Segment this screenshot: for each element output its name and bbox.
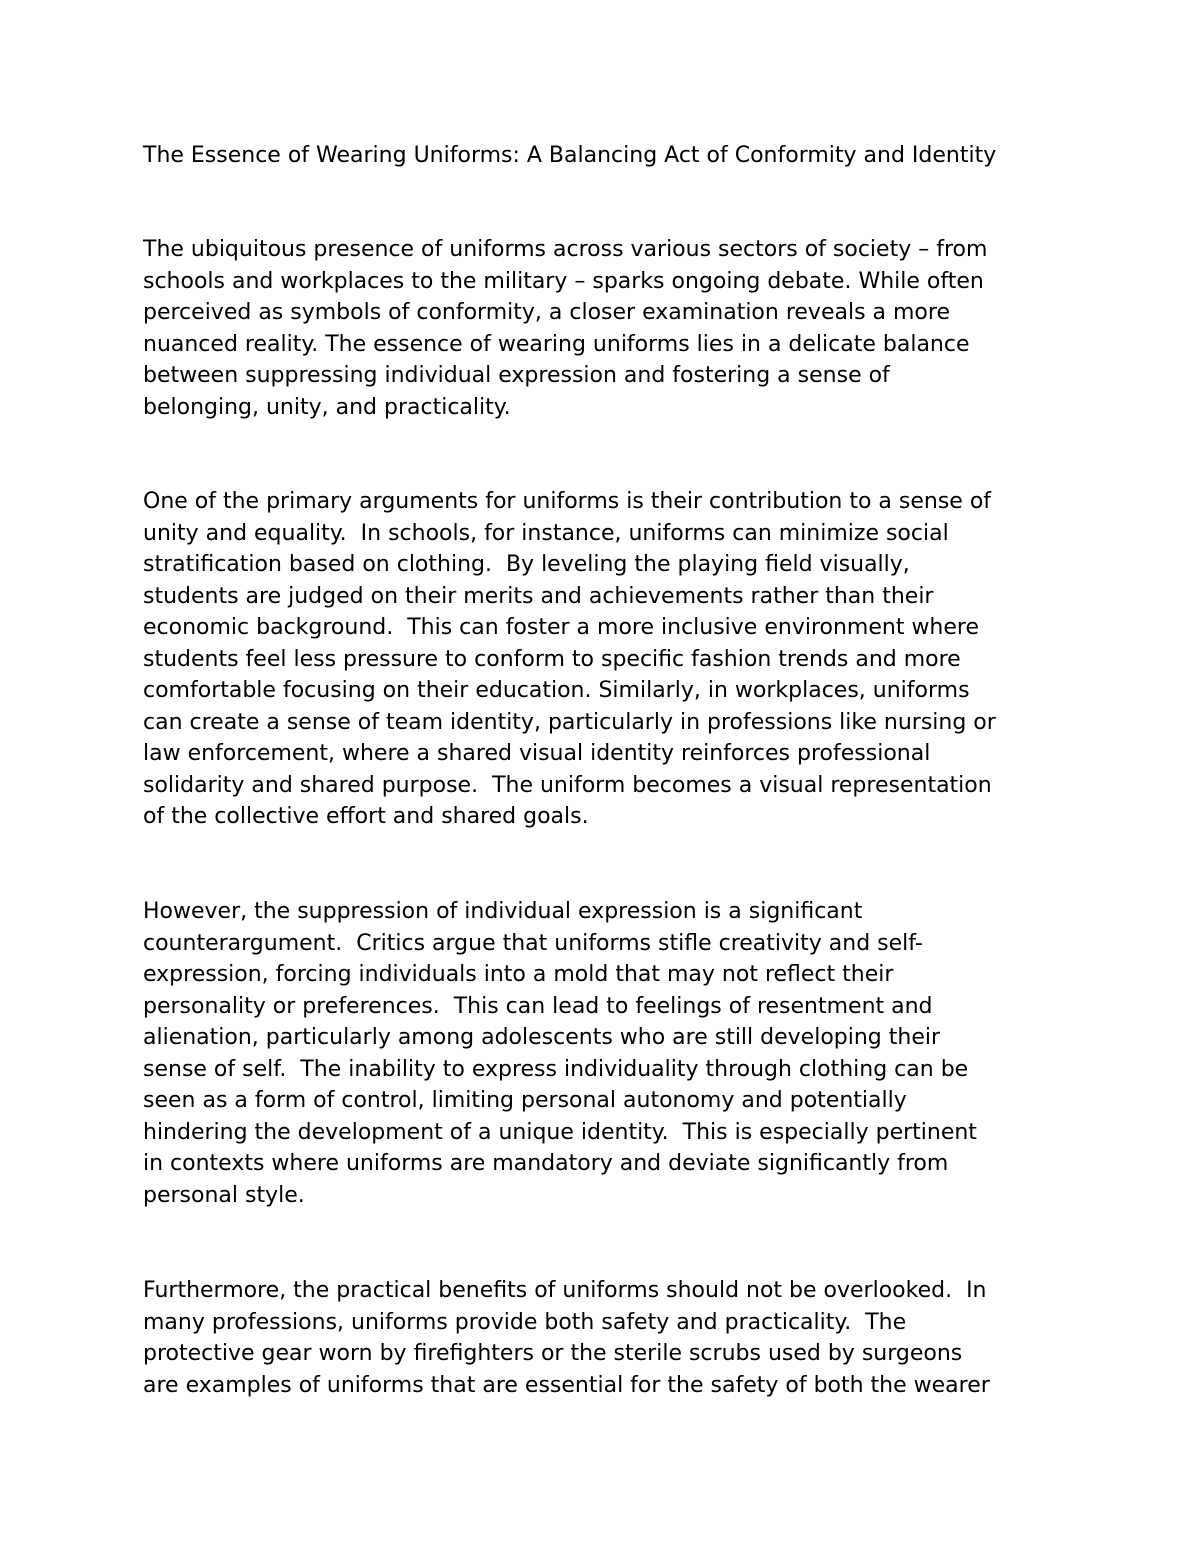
text-line: nuanced reality. The essence of wearing uniforms lies in a delicate balance bbox=[143, 331, 970, 357]
text-line: seen as a form of control, limiting personal autonomy and potentially bbox=[143, 1088, 907, 1113]
paragraph-2 bbox=[143, 486, 1063, 833]
text-line: of the collective effort and shared goals. bbox=[143, 804, 589, 829]
text-line: students are judged on their merits and achievements rather than their bbox=[143, 583, 934, 609]
text-line: expression, forcing individuals into a mold that may not reflect their bbox=[143, 962, 894, 987]
text-line: in contexts where uniforms are mandatory and deviate significantly from bbox=[143, 1151, 949, 1176]
text-line: students feel less pressure to conform to specific fashion trends and more bbox=[143, 646, 961, 672]
text-line: protective gear worn by firefighters or the sterile scrubs used by surgeons bbox=[143, 1341, 963, 1366]
text-line: counterargument. Critics argue that uniforms stifle creativity and self- bbox=[143, 930, 923, 956]
text-line: unity and equality. In schools, for instance, uniforms can minimize social bbox=[143, 520, 949, 546]
text-line: schools and workplaces to the military – sparks ongoing debate. While often bbox=[143, 268, 984, 294]
document-title: The Essence of Wearing Uniforms: A Balancing Act of Conformity and Identity bbox=[143, 143, 997, 168]
text-line: alienation, particularly among adolescents who are still developing their bbox=[143, 1025, 941, 1050]
text-line: can create a sense of team identity, particularly in professions like nursing or bbox=[143, 709, 996, 735]
text-line: personality or preferences. This can lead to feelings of resentment and bbox=[143, 993, 933, 1019]
text-line: However, the suppression of individual expression is a significant bbox=[143, 899, 863, 924]
text-line: solidarity and shared purpose. The uniform becomes a visual representation bbox=[143, 772, 992, 798]
paragraph-3 bbox=[143, 896, 1063, 1211]
paragraph-1 bbox=[143, 234, 1063, 423]
text-line: belonging, unity, and practicality. bbox=[143, 394, 511, 420]
text-line: between suppressing individual expression and fostering a sense of bbox=[143, 363, 890, 388]
text-line: sense of self. The inability to express individuality through clothing can be bbox=[143, 1056, 969, 1082]
text-line: stratification based on clothing. By leveling the playing field visually, bbox=[143, 552, 910, 577]
text-line: Furthermore, the practical benefits of uniforms should not be overlooked. In bbox=[143, 1278, 987, 1303]
text-line: are examples of uniforms that are essential for the safety of both the wearer bbox=[143, 1372, 990, 1398]
text-line: hindering the development of a unique identity. This is especially pertinent bbox=[143, 1119, 977, 1145]
text-line: The ubiquitous presence of uniforms across various sectors of society – from bbox=[143, 237, 988, 262]
text-line: law enforcement, where a shared visual identity reinforces professional bbox=[143, 741, 931, 766]
text-line: One of the primary arguments for uniforms is their contribution to a sense of bbox=[143, 489, 992, 514]
paragraph-4 bbox=[143, 1275, 1063, 1401]
text-line: many professions, uniforms provide both safety and practicality. The bbox=[143, 1309, 907, 1335]
text-line: personal style. bbox=[143, 1182, 305, 1208]
text-line: perceived as symbols of conformity, a closer examination reveals a more bbox=[143, 300, 950, 325]
text-line: economic background. This can foster a more inclusive environment where bbox=[143, 615, 980, 640]
text-line: comfortable focusing on their education. Similarly, in workplaces, uniforms bbox=[143, 678, 970, 703]
